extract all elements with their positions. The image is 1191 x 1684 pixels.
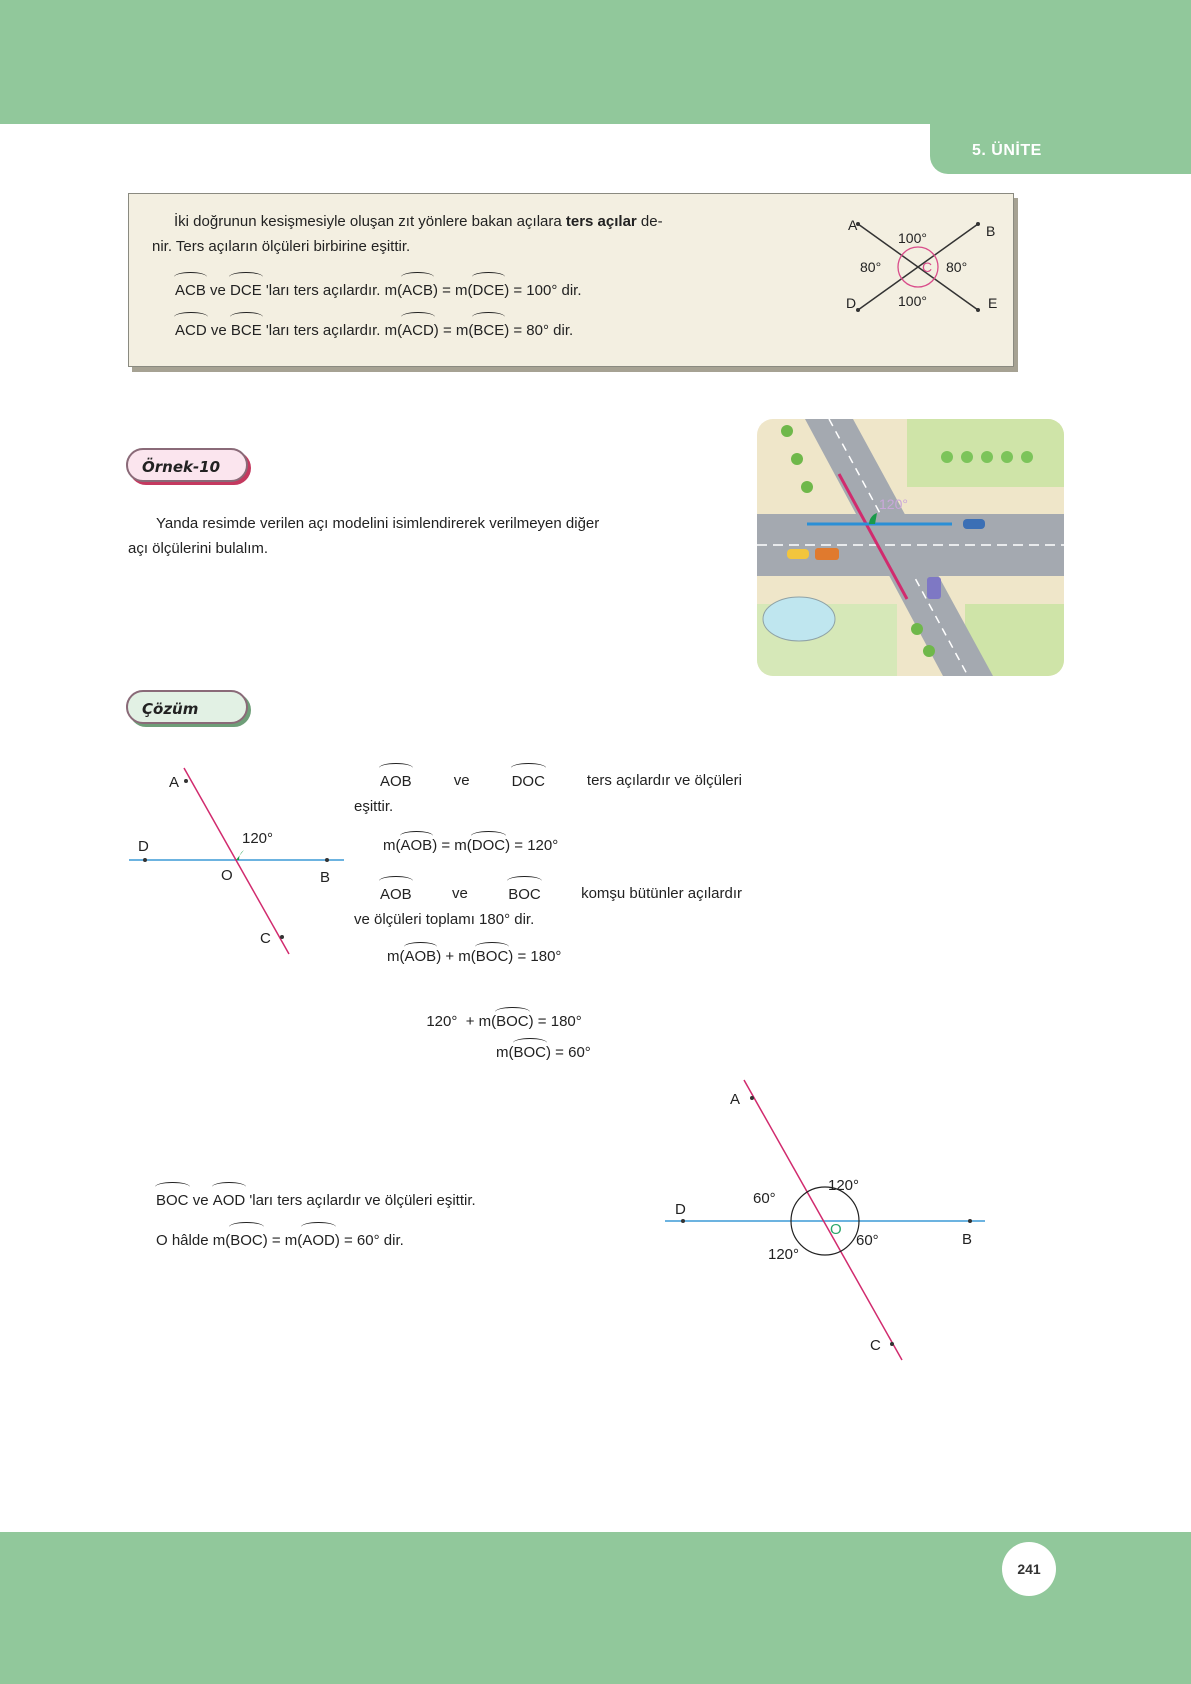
label-angle-60-left: 60° <box>753 1190 776 1207</box>
angle-name: ACD <box>402 317 434 343</box>
label-d: D <box>675 1201 686 1218</box>
p-text: komşu bütünler açılardır <box>581 885 742 902</box>
angle-name: DOC <box>512 768 545 794</box>
equation-3 <box>418 995 582 1030</box>
angle-name: AOB <box>404 948 437 965</box>
connector-text: ve <box>192 1192 209 1209</box>
equation-1 <box>383 836 558 854</box>
angle-name: BOC <box>508 881 541 907</box>
tree <box>923 645 935 657</box>
car <box>787 549 809 559</box>
eq-text: ) = 60° <box>546 1044 591 1061</box>
example-tag: Örnek-10 <box>126 448 248 482</box>
label-d: D <box>846 295 857 311</box>
point-a <box>750 1096 754 1100</box>
point-d <box>681 1219 685 1223</box>
label-angle: 120° <box>242 830 274 847</box>
tree <box>791 453 803 465</box>
label-angle-120-bottom: 120° <box>768 1246 800 1263</box>
row-text: ) = 80° dir. <box>504 322 574 339</box>
p-text: ters açılardır ve ölçüleri <box>586 772 742 789</box>
definition-line2: nir. Ters açıların ölçüleri birbirine eşittir. <box>152 238 411 255</box>
angle-name: BCE <box>473 317 504 343</box>
p-text: O hâlde m( <box>156 1232 231 1249</box>
label-a: A <box>730 1091 741 1108</box>
row-text: 'ları ters açılardır. m( <box>265 322 403 339</box>
image-angle-label: 120° <box>879 496 908 512</box>
label-angle-120-top: 120° <box>828 1177 860 1194</box>
page-number: 241 <box>1002 1542 1056 1596</box>
definition-row1 <box>175 277 582 303</box>
connector-text: ve <box>453 772 470 789</box>
angle-name: BOC <box>230 1227 263 1253</box>
point-c <box>280 935 284 939</box>
row-text: ) = m( <box>433 322 474 339</box>
angle-name: DCE <box>230 277 262 303</box>
point-e <box>976 308 980 312</box>
label-angle-60-right: 60° <box>856 1232 879 1249</box>
eq-text: ) = 180° <box>508 948 562 965</box>
tree <box>981 451 993 463</box>
eq-text: m( <box>387 948 405 965</box>
tree <box>1021 451 1033 463</box>
solution-figure-1 <box>124 764 354 964</box>
label-b: B <box>986 223 996 239</box>
tree <box>961 451 973 463</box>
p-text: ) = m( <box>262 1232 303 1249</box>
unit-label: 5. ÜNİTE <box>972 142 1042 159</box>
angle-name: ACB <box>175 277 206 303</box>
label-o: O <box>830 1221 842 1238</box>
row-text: 'ları ters açılardır. m( <box>265 282 403 299</box>
eq-text: ) + m( <box>436 948 476 965</box>
label-c: C <box>260 930 271 947</box>
angle-name: AOD <box>213 1187 246 1213</box>
angle-name: BOC <box>475 948 509 965</box>
point-b <box>976 222 980 226</box>
example-line2: açı ölçülerini bulalım. <box>128 540 269 557</box>
definition-term: ters açılar <box>565 213 637 230</box>
unit-tab <box>930 124 1191 174</box>
row-text: ) = m( <box>432 282 473 299</box>
solution-figure-2 <box>660 1076 990 1366</box>
tree <box>941 451 953 463</box>
header-band <box>0 0 1191 124</box>
angle-name: BOC <box>156 1187 189 1213</box>
eq-text: 120° + m( <box>426 1013 497 1030</box>
row-text: ) = 100° dir. <box>504 282 582 299</box>
angle-name: AOB <box>380 768 412 794</box>
label-angle-top: 100° <box>898 230 927 246</box>
conclusion-p3 <box>156 1187 476 1213</box>
angle-name: AOB <box>380 881 412 907</box>
angle-name: DCE <box>473 277 505 303</box>
label-b: B <box>320 869 331 886</box>
solution-p2 <box>354 881 742 932</box>
label-b: B <box>962 1231 973 1248</box>
label-a: A <box>169 774 180 791</box>
point-c <box>890 1342 894 1346</box>
eq-text: ) = m( <box>432 837 472 854</box>
eq-text: ) = 120° <box>505 837 559 854</box>
label-a: A <box>848 217 858 233</box>
line-ac <box>184 768 289 954</box>
car <box>963 519 985 529</box>
equation-2 <box>387 947 561 965</box>
example-line1: Yanda resimde verilen açı modelini isimlendirerek verilmeyen diğer <box>156 515 600 532</box>
eq-text: m( <box>496 1044 514 1061</box>
connector-text: ve <box>210 282 226 299</box>
point-d <box>856 308 860 312</box>
connector-text: ve <box>210 322 227 339</box>
definition-row2 <box>175 317 573 343</box>
p-text: ) = 60° dir. <box>334 1232 404 1249</box>
point-d <box>143 858 147 862</box>
conclusion-p4 <box>156 1227 404 1253</box>
definition-figure <box>840 210 1010 330</box>
angle-marker <box>236 850 244 860</box>
angle-name: AOD <box>302 1227 335 1253</box>
label-d: D <box>138 838 149 855</box>
point-b <box>968 1219 972 1223</box>
p-text: 'ları ters açılardır ve ölçüleri eşittir. <box>249 1192 476 1209</box>
angle-name: BOC <box>513 1044 547 1061</box>
definition-text-part: de- <box>636 213 663 230</box>
label-o: O <box>221 867 233 884</box>
angle-name: BOC <box>496 1013 529 1030</box>
fountain <box>763 597 835 641</box>
street-illustration <box>757 419 1064 676</box>
tree <box>1001 451 1013 463</box>
definition-text-part: İki doğrunun kesişmesiyle oluşan zıt yönlere bakan açılara <box>174 213 566 230</box>
tree <box>911 623 923 635</box>
angle-name: BCE <box>231 317 262 343</box>
label-e: E <box>988 295 998 311</box>
solution-tag: Çözüm <box>126 690 248 724</box>
angle-name: ACD <box>175 317 207 343</box>
car <box>815 548 839 560</box>
eq-text: m( <box>383 837 401 854</box>
connector-text: ve <box>452 885 468 902</box>
angle-name: AOB <box>400 837 433 854</box>
line-ac <box>744 1080 902 1360</box>
point-a <box>184 779 188 783</box>
equation-4 <box>496 1043 591 1061</box>
label-angle-bottom: 100° <box>898 293 927 309</box>
angle-name: DOC <box>471 837 506 854</box>
example-text <box>128 511 748 561</box>
label-c: C <box>922 259 933 275</box>
tree <box>781 425 793 437</box>
tree <box>801 481 813 493</box>
point-b <box>325 858 329 862</box>
solution-p1 <box>354 768 742 819</box>
angle-name: ACB <box>402 277 433 303</box>
eq-text: ) = 180° <box>528 1013 582 1030</box>
car <box>927 577 941 599</box>
p-text: eşittir. <box>354 798 394 815</box>
label-angle-left: 80° <box>860 259 882 275</box>
definition-text <box>152 209 832 259</box>
p-text: ve ölçüleri toplamı 180° dir. <box>354 911 535 928</box>
label-angle-right: 80° <box>946 259 968 275</box>
label-c: C <box>870 1337 881 1354</box>
